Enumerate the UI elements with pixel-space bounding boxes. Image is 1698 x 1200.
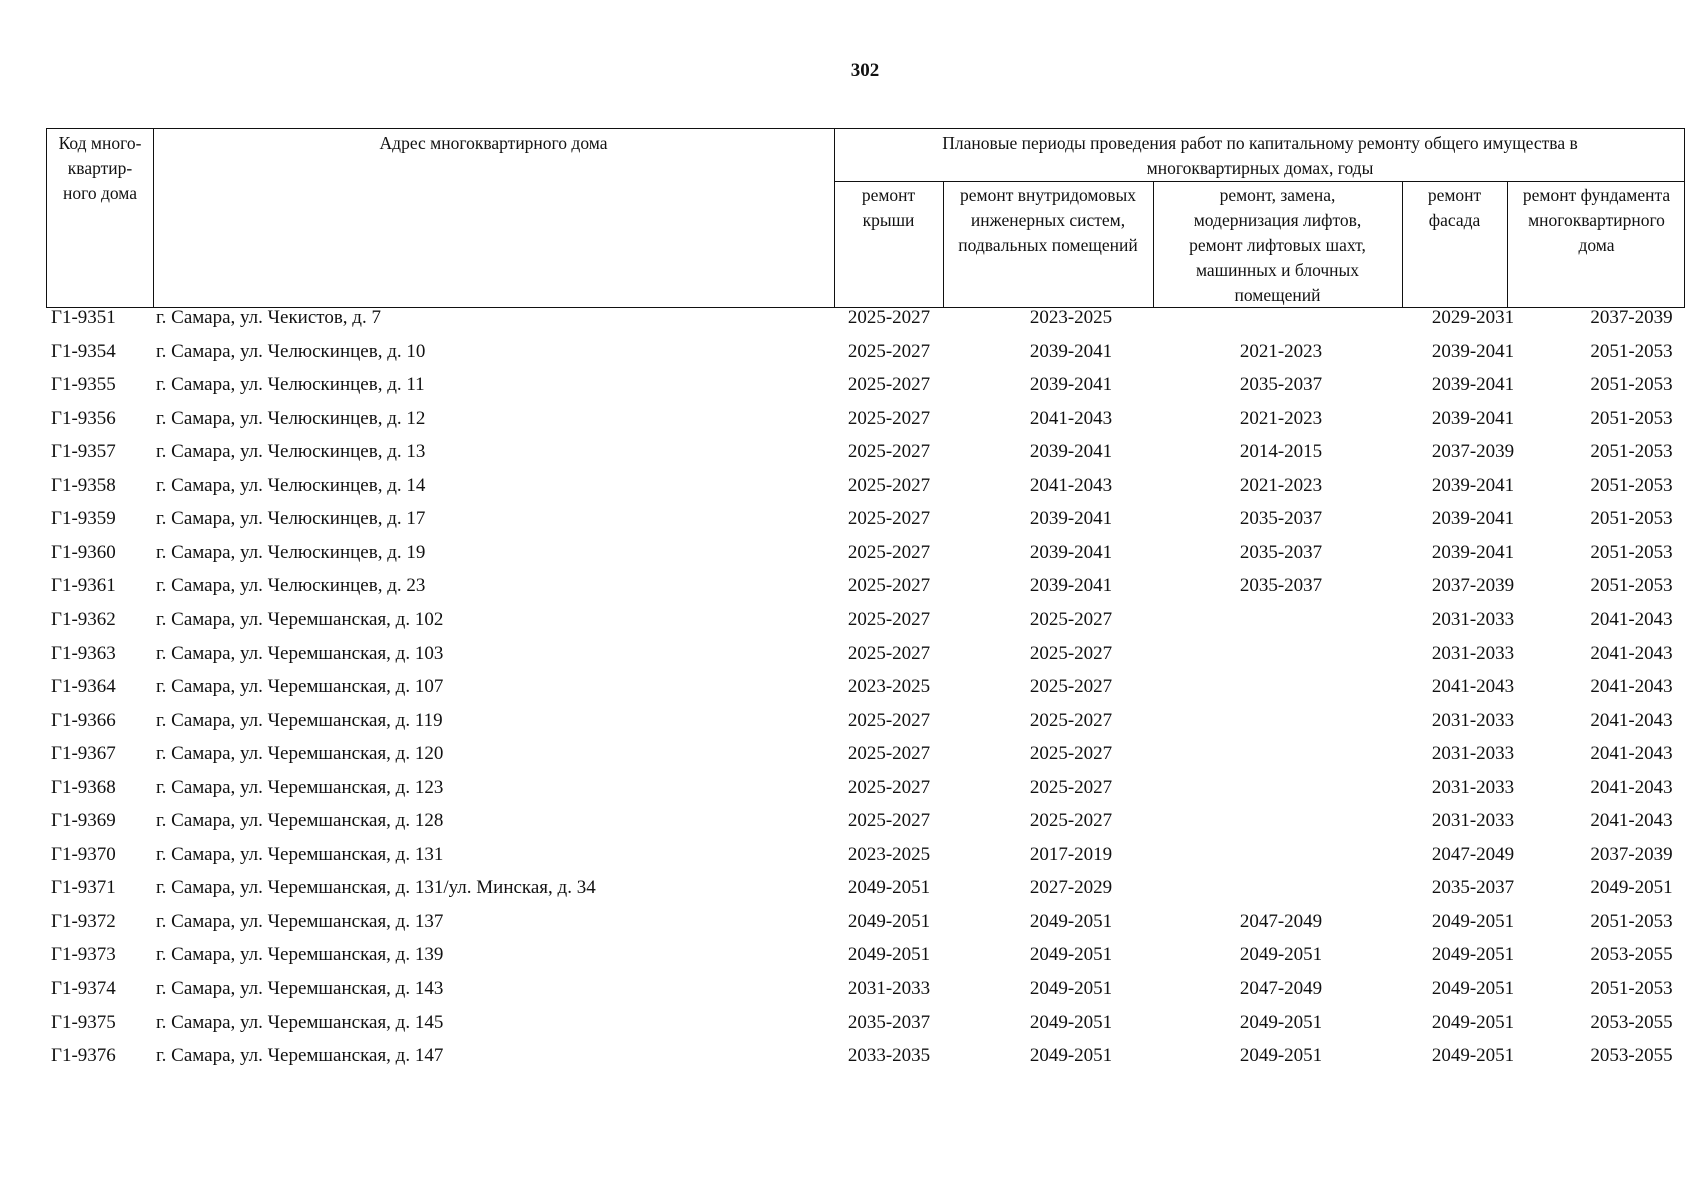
table-row <box>46 944 1696 977</box>
cell-roof: 2025-2027 <box>847 575 931 597</box>
cell-address: г. Самара, ул. Челюскинцев, д. 17 <box>156 508 426 530</box>
cell-foundation: 2053-2055 <box>1590 1011 1673 1033</box>
header-divider <box>834 181 1684 182</box>
table-row <box>46 609 1696 642</box>
cell-code: Г1-9354 <box>51 340 116 362</box>
cell-lift: 2021-2023 <box>1239 340 1323 362</box>
cell-roof: 2049-2051 <box>847 910 931 932</box>
cell-roof: 2025-2027 <box>847 307 931 328</box>
table-row <box>46 307 1696 340</box>
cell-address: г. Самара, ул. Челюскинцев, д. 19 <box>156 541 426 563</box>
cell-facade: 2031-2033 <box>1431 642 1515 664</box>
cell-address: г. Самара, ул. Черемшанская, д. 128 <box>156 810 444 832</box>
cell-code: Г1-9366 <box>51 709 116 731</box>
cell-engineering: 2023-2025 <box>1029 307 1113 328</box>
cell-roof: 2025-2027 <box>847 743 931 765</box>
cell-lift: 2047-2049 <box>1239 910 1323 932</box>
cell-address: г. Самара, ул. Челюскинцев, д. 13 <box>156 441 426 463</box>
cell-engineering: 2049-2051 <box>1029 1045 1113 1067</box>
table-row <box>46 743 1696 776</box>
cell-engineering: 2025-2027 <box>1029 642 1113 664</box>
cell-code: Г1-9371 <box>51 877 116 899</box>
cell-address: г. Самара, ул. Черемшанская, д. 123 <box>156 776 444 798</box>
cell-address: г. Самара, ул. Челюскинцев, д. 11 <box>156 374 425 396</box>
cell-address: г. Самара, ул. Черемшанская, д. 131 <box>156 843 444 865</box>
header-facade: ремонт фасада <box>1427 185 1482 230</box>
cell-facade: 2037-2039 <box>1431 575 1515 597</box>
cell-roof: 2025-2027 <box>847 508 931 530</box>
cell-facade: 2039-2041 <box>1431 407 1515 429</box>
cell-engineering: 2041-2043 <box>1029 474 1113 496</box>
cell-roof: 2025-2027 <box>847 340 931 362</box>
cell-lift: 2049-2051 <box>1239 1011 1323 1033</box>
cell-lift: 2021-2023 <box>1239 474 1323 496</box>
cell-roof: 2025-2027 <box>847 441 931 463</box>
cell-engineering: 2049-2051 <box>1029 944 1113 966</box>
cell-roof: 2025-2027 <box>847 541 931 563</box>
cell-code: Г1-9369 <box>51 810 116 832</box>
header-foundation: ремонт фундамента многоквартирного дома <box>1522 185 1671 255</box>
header-lift: ремонт, замена, модернизация лифтов, ремонт лифтовых шахт, машинных и блочных помещений <box>1189 185 1366 305</box>
cell-address: г. Самара, ул. Черемшанская, д. 139 <box>156 944 444 966</box>
table-row <box>46 475 1696 508</box>
cell-lift: 2035-2037 <box>1239 508 1323 530</box>
cell-lift: 2035-2037 <box>1239 374 1323 396</box>
cell-foundation: 2051-2053 <box>1590 575 1673 597</box>
cell-roof: 2023-2025 <box>847 843 931 865</box>
cell-foundation: 2037-2039 <box>1590 843 1673 865</box>
table-row <box>46 877 1696 910</box>
cell-facade: 2039-2041 <box>1431 541 1515 563</box>
cell-engineering: 2039-2041 <box>1029 374 1113 396</box>
cell-foundation: 2041-2043 <box>1590 676 1673 698</box>
table-row <box>46 1012 1696 1045</box>
cell-foundation: 2041-2043 <box>1590 776 1673 798</box>
cell-engineering: 2025-2027 <box>1029 608 1113 630</box>
cell-foundation: 2051-2053 <box>1590 508 1673 530</box>
page-number: 302 <box>850 60 880 81</box>
cell-roof: 2025-2027 <box>847 474 931 496</box>
table-row <box>46 441 1696 474</box>
cell-foundation: 2051-2053 <box>1590 541 1673 563</box>
cell-lift: 2014-2015 <box>1239 441 1323 463</box>
cell-roof: 2033-2035 <box>847 1045 931 1067</box>
cell-foundation: 2051-2053 <box>1590 474 1673 496</box>
cell-lift: 2035-2037 <box>1239 541 1323 563</box>
cell-address: г. Самара, ул. Челюскинцев, д. 14 <box>156 474 426 496</box>
cell-engineering: 2025-2027 <box>1029 810 1113 832</box>
header-address: Адрес многоквартирного дома <box>379 133 608 153</box>
cell-code: Г1-9374 <box>51 978 116 999</box>
cell-foundation: 2051-2053 <box>1590 374 1673 396</box>
cell-roof: 2035-2037 <box>847 1011 931 1033</box>
cell-facade: 2049-2051 <box>1431 1011 1515 1033</box>
cell-address: г. Самара, ул. Челюскинцев, д. 12 <box>156 407 426 429</box>
cell-foundation: 2053-2055 <box>1590 944 1673 966</box>
cell-engineering: 2041-2043 <box>1029 407 1113 429</box>
cell-facade: 2031-2033 <box>1431 743 1515 765</box>
cell-facade: 2031-2033 <box>1431 608 1515 630</box>
header-periods: Плановые периоды проведения работ по капитальному ремонту общего имущества в многоквартирных домах, годы <box>942 133 1578 178</box>
cell-code: Г1-9363 <box>51 642 116 664</box>
cell-facade: 2039-2041 <box>1431 474 1515 496</box>
table-row <box>46 710 1696 743</box>
cell-address: г. Самара, ул. Черемшанская, д. 137 <box>156 910 444 932</box>
cell-roof: 2025-2027 <box>847 407 931 429</box>
cell-facade: 2049-2051 <box>1431 910 1515 932</box>
cell-facade: 2047-2049 <box>1431 843 1515 865</box>
cell-address: г. Самара, ул. Черемшанская, д. 143 <box>156 978 444 999</box>
cell-facade: 2031-2033 <box>1431 810 1515 832</box>
cell-foundation: 2049-2051 <box>1590 877 1673 899</box>
cell-address: г. Самара, ул. Чекистов, д. 7 <box>156 307 381 328</box>
cell-code: Г1-9375 <box>51 1011 116 1033</box>
cell-roof: 2025-2027 <box>847 608 931 630</box>
table-row <box>46 408 1696 441</box>
cell-facade: 2037-2039 <box>1431 441 1515 463</box>
table-row <box>46 1045 1696 1078</box>
cell-foundation: 2053-2055 <box>1590 1045 1673 1067</box>
cell-code: Г1-9370 <box>51 843 116 865</box>
table-row <box>46 374 1696 407</box>
cell-engineering: 2017-2019 <box>1029 843 1113 865</box>
table-row <box>46 508 1696 541</box>
table-row <box>46 777 1696 810</box>
cell-facade: 2031-2033 <box>1431 776 1515 798</box>
cell-foundation: 2041-2043 <box>1590 709 1673 731</box>
table-row <box>46 643 1696 676</box>
cell-lift: 2047-2049 <box>1239 978 1323 999</box>
cell-code: Г1-9360 <box>51 541 116 563</box>
cell-engineering: 2025-2027 <box>1029 743 1113 765</box>
cell-address: г. Самара, ул. Черемшанская, д. 147 <box>156 1045 444 1067</box>
cell-code: Г1-9368 <box>51 776 116 798</box>
cell-engineering: 2039-2041 <box>1029 340 1113 362</box>
cell-foundation: 2051-2053 <box>1590 340 1673 362</box>
table-row <box>46 911 1696 944</box>
cell-code: Г1-9362 <box>51 608 116 630</box>
cell-lift: 2049-2051 <box>1239 1045 1323 1067</box>
cell-engineering: 2039-2041 <box>1029 575 1113 597</box>
cell-facade: 2035-2037 <box>1431 877 1515 899</box>
cell-foundation: 2041-2043 <box>1590 608 1673 630</box>
cell-facade: 2029-2031 <box>1431 307 1515 328</box>
cell-engineering: 2049-2051 <box>1029 1011 1113 1033</box>
cell-facade: 2049-2051 <box>1431 1045 1515 1067</box>
cell-code: Г1-9373 <box>51 944 116 966</box>
cell-address: г. Самара, ул. Черемшанская, д. 102 <box>156 608 444 630</box>
cell-roof: 2049-2051 <box>847 877 931 899</box>
cell-roof: 2025-2027 <box>847 776 931 798</box>
cell-facade: 2049-2051 <box>1431 944 1515 966</box>
cell-facade: 2031-2033 <box>1431 709 1515 731</box>
cell-foundation: 2051-2053 <box>1590 978 1673 999</box>
cell-roof: 2025-2027 <box>847 374 931 396</box>
cell-engineering: 2039-2041 <box>1029 541 1113 563</box>
cell-address: г. Самара, ул. Челюскинцев, д. 10 <box>156 340 426 362</box>
table-row <box>46 810 1696 843</box>
cell-foundation: 2051-2053 <box>1590 441 1673 463</box>
cell-engineering: 2025-2027 <box>1029 709 1113 731</box>
cell-engineering: 2039-2041 <box>1029 508 1113 530</box>
cell-facade: 2041-2043 <box>1431 676 1515 698</box>
cell-lift: 2035-2037 <box>1239 575 1323 597</box>
cell-code: Г1-9358 <box>51 474 116 496</box>
cell-code: Г1-9351 <box>51 307 116 328</box>
cell-code: Г1-9356 <box>51 407 116 429</box>
cell-lift: 2049-2051 <box>1239 944 1323 966</box>
cell-engineering: 2039-2041 <box>1029 441 1113 463</box>
cell-address: г. Самара, ул. Челюскинцев, д. 23 <box>156 575 426 597</box>
header-roof: ремонт крыши <box>861 185 916 230</box>
cell-facade: 2039-2041 <box>1431 374 1515 396</box>
cell-roof: 2031-2033 <box>847 978 931 999</box>
header-engineering: ремонт внутридомовых инженерных систем, подвальных помещений <box>958 185 1138 255</box>
cell-code: Г1-9376 <box>51 1045 116 1067</box>
cell-foundation: 2041-2043 <box>1590 743 1673 765</box>
cell-address: г. Самара, ул. Черемшанская, д. 119 <box>156 709 443 731</box>
cell-roof: 2025-2027 <box>847 709 931 731</box>
header-code: Код много- квартир- ного дома <box>58 133 142 203</box>
table-row <box>46 844 1696 877</box>
cell-roof: 2023-2025 <box>847 676 931 698</box>
cell-engineering: 2049-2051 <box>1029 978 1113 999</box>
cell-code: Г1-9367 <box>51 743 116 765</box>
cell-roof: 2025-2027 <box>847 642 931 664</box>
cell-foundation: 2051-2053 <box>1590 910 1673 932</box>
cell-facade: 2039-2041 <box>1431 340 1515 362</box>
cell-code: Г1-9357 <box>51 441 116 463</box>
table-row <box>46 676 1696 709</box>
cell-facade: 2049-2051 <box>1431 978 1515 999</box>
table-row <box>46 575 1696 608</box>
cell-engineering: 2025-2027 <box>1029 776 1113 798</box>
table-row <box>46 542 1696 575</box>
cell-roof: 2049-2051 <box>847 944 931 966</box>
table-row <box>46 341 1696 374</box>
cell-facade: 2039-2041 <box>1431 508 1515 530</box>
table-header <box>46 128 1685 308</box>
cell-engineering: 2027-2029 <box>1029 877 1113 899</box>
cell-address: г. Самара, ул. Черемшанская, д. 107 <box>156 676 444 698</box>
cell-address: г. Самара, ул. Черемшанская, д. 145 <box>156 1011 444 1033</box>
cell-address: г. Самара, ул. Черемшанская, д. 103 <box>156 642 444 664</box>
cell-code: Г1-9361 <box>51 575 116 597</box>
cell-address: г. Самара, ул. Черемшанская, д. 131/ул. Минская, д. 34 <box>156 877 596 899</box>
cell-address: г. Самара, ул. Черемшанская, д. 120 <box>156 743 444 765</box>
cell-code: Г1-9372 <box>51 910 116 932</box>
cell-foundation: 2041-2043 <box>1590 810 1673 832</box>
cell-engineering: 2025-2027 <box>1029 676 1113 698</box>
cell-foundation: 2037-2039 <box>1590 307 1673 328</box>
cell-engineering: 2049-2051 <box>1029 910 1113 932</box>
cell-code: Г1-9359 <box>51 508 116 530</box>
cell-roof: 2025-2027 <box>847 810 931 832</box>
table-row <box>46 978 1696 1011</box>
cell-foundation: 2041-2043 <box>1590 642 1673 664</box>
cell-code: Г1-9355 <box>51 374 116 396</box>
cell-code: Г1-9364 <box>51 676 116 698</box>
cell-lift: 2021-2023 <box>1239 407 1323 429</box>
cell-foundation: 2051-2053 <box>1590 407 1673 429</box>
